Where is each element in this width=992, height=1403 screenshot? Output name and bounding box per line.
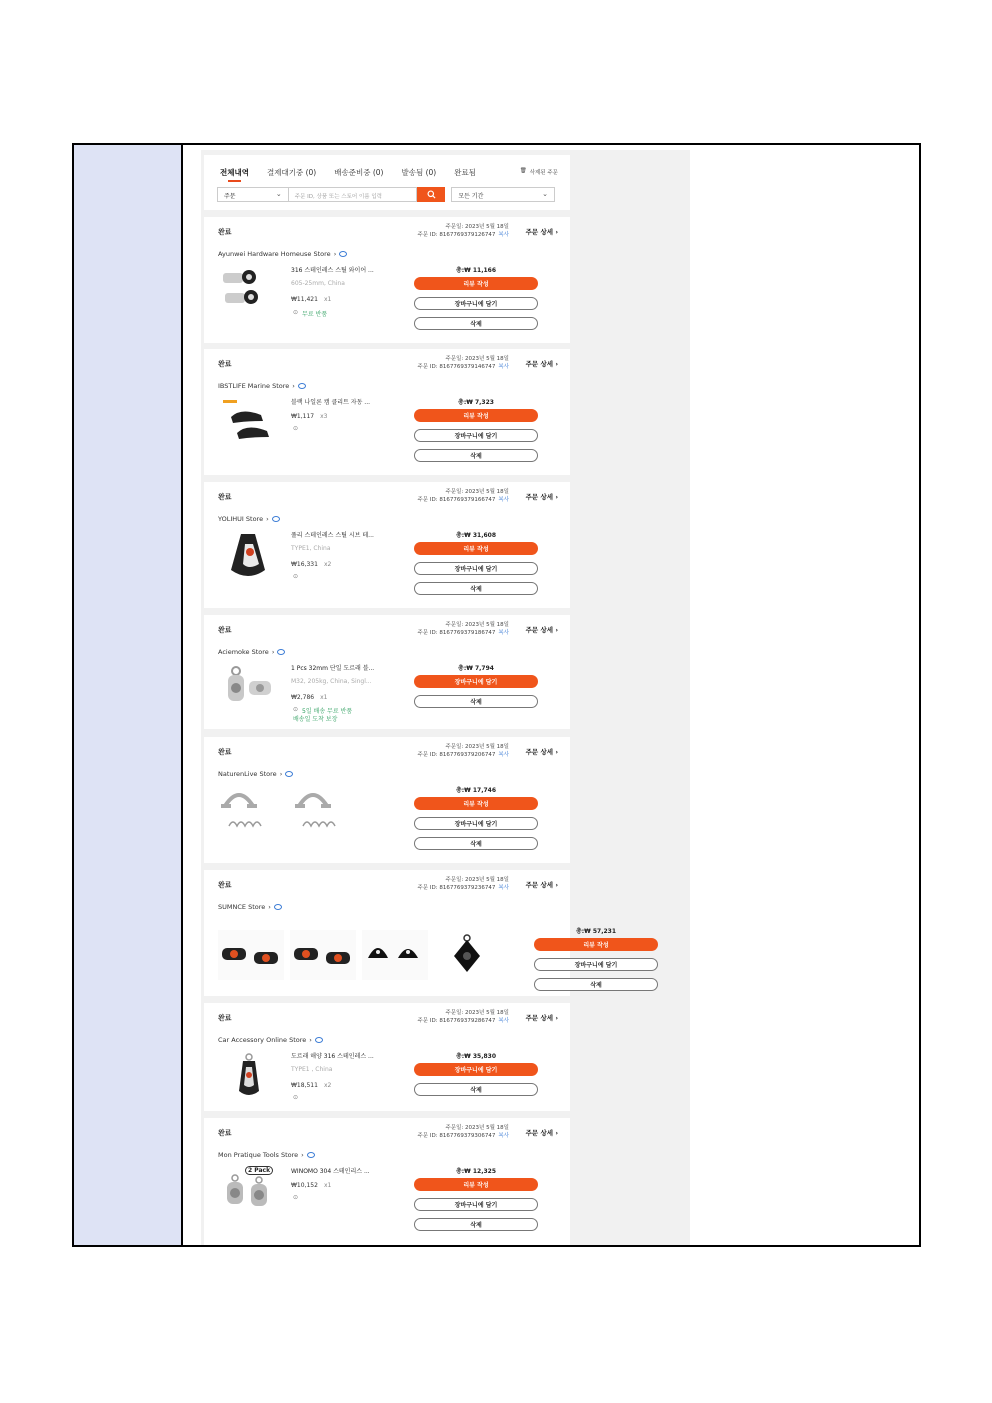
delete-button[interactable]: 삭제: [414, 695, 538, 708]
order-detail-label: 주문 상세: [525, 1014, 554, 1022]
product-price: [291, 1182, 331, 1189]
chevron-right-icon: ›: [555, 1014, 558, 1022]
tab-awaiting-payment[interactable]: 결제대기중 (0): [266, 168, 317, 177]
write-review-button[interactable]: 리뷰 작성: [414, 542, 538, 555]
quantity: x3: [320, 413, 328, 420]
chevron-right-icon: ›: [555, 626, 558, 634]
quantity: x2: [323, 561, 332, 568]
chevron-right-icon: ›: [555, 360, 558, 368]
order-detail-label: 주문 상세: [525, 881, 554, 889]
order-status: 완료: [218, 748, 232, 756]
product-image[interactable]: [221, 397, 275, 447]
order-detail-link[interactable]: [526, 880, 558, 889]
store-name: NaturenLive Store: [218, 770, 277, 778]
order-detail-link[interactable]: [526, 747, 558, 756]
guarantee-badge: 배송일 도착 보장: [293, 716, 338, 723]
chat-icon[interactable]: [307, 1152, 315, 1158]
product-name[interactable]: 1 Pcs 32mm 단일 도르래 블...: [291, 665, 375, 672]
return-icon: ⊙: [293, 573, 299, 580]
copy-link[interactable]: 복사: [498, 630, 509, 636]
product-badges: [293, 425, 298, 432]
product-price: [291, 694, 327, 701]
delete-button[interactable]: 삭제: [414, 1083, 538, 1096]
write-review-button[interactable]: 리뷰 작성: [414, 409, 538, 422]
order-card: [204, 1003, 570, 1111]
store-name: YOLIHUI Store: [218, 515, 264, 523]
order-id: 주문 ID: 8167769379146747: [417, 364, 496, 370]
delete-button[interactable]: 삭제: [414, 449, 538, 462]
order-detail-label: 주문 상세: [525, 748, 554, 756]
order-detail-label: 주문 상세: [525, 228, 554, 236]
tab-shipped[interactable]: 발송됨 (0): [401, 168, 437, 177]
order-detail-link[interactable]: [526, 492, 558, 501]
chevron-down-icon: ⌄: [542, 190, 548, 198]
order-total: 총:₩ 17,746: [455, 787, 497, 794]
chevron-right-icon: ›: [292, 382, 295, 390]
add-to-cart-button[interactable]: 장바구니에 담기: [414, 1198, 538, 1211]
product-name[interactable]: 풀리 스테인레스 스틸 시브 테...: [291, 532, 374, 539]
order-id: 주문 ID: 8167769379166747: [417, 497, 496, 503]
product-price: [291, 561, 331, 568]
chevron-right-icon: ›: [279, 770, 283, 778]
search-icon: [427, 190, 436, 199]
product-badges: [293, 309, 327, 318]
order-total: 총:₩ 57,231: [575, 928, 617, 935]
add-to-cart-button[interactable]: 장바구니에 담기: [414, 562, 538, 575]
write-review-button[interactable]: 리뷰 작성: [414, 797, 538, 810]
delete-button[interactable]: 삭제: [534, 978, 658, 991]
product-image[interactable]: [290, 930, 356, 980]
search-input[interactable]: 주문 ID, 상품 또는 스토어 이름 입력: [289, 187, 418, 202]
order-meta: [418, 1009, 509, 1025]
copy-link[interactable]: 복사: [498, 752, 509, 758]
chevron-right-icon: ›: [555, 1129, 558, 1137]
add-to-cart-button[interactable]: 장바구니에 담기: [414, 675, 538, 688]
order-date: 주문일: 2023년 5월 18일: [445, 1010, 509, 1016]
quantity: x1: [323, 296, 332, 303]
store-link[interactable]: [218, 648, 285, 656]
chat-icon[interactable]: [274, 904, 282, 910]
store-link[interactable]: [218, 1036, 323, 1044]
product-image[interactable]: [362, 930, 428, 980]
store-name: Car Accessory Online Store: [218, 1036, 307, 1044]
order-meta: [418, 621, 509, 637]
tabs-panel: [204, 155, 570, 210]
price-value: ₩16,331: [291, 561, 318, 568]
return-icon: ⊙: [293, 706, 299, 713]
order-id: 주문 ID: 8167769379186747: [417, 630, 496, 636]
order-date: 주문일: 2023년 5월 18일: [445, 877, 509, 883]
copy-link[interactable]: 복사: [498, 1133, 509, 1139]
trash-icon: 🗑: [519, 168, 527, 174]
copy-link[interactable]: 복사: [498, 364, 509, 370]
product-image[interactable]: [221, 265, 275, 315]
product-badges: [293, 573, 298, 580]
order-date: 주문일: 2023년 5월 18일: [445, 489, 509, 495]
delete-button[interactable]: 삭제: [414, 582, 538, 595]
tab-all[interactable]: 전체내역: [220, 168, 249, 177]
order-detail-label: 주문 상세: [525, 493, 554, 501]
price-value: ₩2,786: [291, 694, 315, 701]
store-link[interactable]: [218, 382, 306, 390]
price-value: ₩18,511: [291, 1082, 318, 1089]
store-link[interactable]: [218, 903, 282, 911]
order-total: 총:₩ 7,323: [458, 399, 494, 406]
tab-preparing[interactable]: 배송준비중 (0): [334, 168, 384, 177]
quantity: x2: [323, 1082, 332, 1089]
order-date: 주문일: 2023년 5월 18일: [445, 744, 509, 750]
order-tabs: [220, 167, 494, 178]
product-price: [291, 1082, 331, 1089]
block-pair-icon: [362, 930, 428, 980]
order-detail-label: 주문 상세: [525, 360, 554, 368]
order-card: [204, 1118, 570, 1245]
chevron-right-icon: ›: [555, 748, 558, 756]
order-total: 총:₩ 7,794: [458, 665, 494, 672]
write-review-button[interactable]: 리뷰 작성: [414, 1178, 538, 1191]
order-meta: [418, 876, 509, 892]
chevron-right-icon: ›: [301, 1151, 304, 1159]
order-status: 완료: [218, 493, 232, 501]
copy-link[interactable]: 복사: [498, 497, 509, 503]
order-total: 총:₩ 12,325: [455, 1168, 497, 1175]
chat-icon[interactable]: [298, 383, 306, 389]
order-id: 주문 ID: 8167769379286747: [417, 1018, 496, 1024]
order-id: 주문 ID: 8167769379126747: [417, 232, 496, 238]
order-status: 완료: [218, 360, 232, 368]
delivery-badge: 5일 배송 무료 반품: [302, 708, 353, 715]
left-column: [74, 145, 183, 1245]
order-date: 주문일: 2023년 5월 18일: [445, 356, 509, 362]
order-detail-label: 주문 상세: [525, 626, 554, 634]
deleted-orders-label: 삭제된 주문: [529, 170, 558, 176]
chevron-right-icon: ›: [333, 250, 337, 258]
product-badges: [293, 1194, 298, 1201]
chevron-right-icon: ›: [555, 228, 558, 236]
order-detail-link[interactable]: [526, 1128, 558, 1137]
copy-link[interactable]: 복사: [498, 232, 509, 238]
quantity: x1: [320, 694, 328, 701]
return-icon: ⊙: [293, 1094, 299, 1101]
chevron-right-icon: ›: [266, 515, 269, 523]
order-card: [204, 615, 570, 729]
document-frame: [72, 143, 921, 1247]
filter-row: [217, 187, 555, 202]
order-detail-link[interactable]: [526, 227, 558, 236]
chat-icon[interactable]: [285, 771, 293, 777]
order-meta: [418, 223, 509, 239]
product-name[interactable]: 블랙 나일론 캠 클리트 자동 ...: [291, 399, 371, 406]
product-image[interactable]: [221, 663, 275, 713]
add-to-cart-button[interactable]: 장바구니에 담기: [534, 958, 658, 971]
store-link[interactable]: [218, 1151, 315, 1159]
store-link[interactable]: [218, 515, 280, 523]
delete-button[interactable]: 삭제: [414, 837, 538, 850]
chat-icon[interactable]: [339, 251, 347, 257]
order-card: [204, 217, 570, 343]
product-images[interactable]: [219, 782, 359, 840]
store-link[interactable]: [218, 770, 293, 778]
order-date: 주문일: 2023년 5월 18일: [445, 224, 509, 230]
chevron-right-icon: ›: [555, 493, 558, 501]
chat-icon[interactable]: [277, 649, 285, 655]
order-id: 주문 ID: 8167769379306747: [417, 1133, 496, 1139]
product-price: [291, 413, 327, 420]
order-meta: [418, 1124, 509, 1140]
write-review-button[interactable]: 리뷰 작성: [534, 938, 658, 951]
cleat-pair-icon: [218, 930, 284, 980]
copy-link[interactable]: 복사: [498, 885, 509, 891]
return-icon: ⊙: [293, 1194, 299, 1201]
store-name: Aciemoke Store: [218, 648, 269, 656]
pulley-block-icon: [434, 930, 500, 980]
return-icon: ⊙: [293, 425, 299, 432]
order-meta: [418, 743, 509, 759]
store-name: Mon Pratique Tools Store: [218, 1151, 299, 1159]
product-price: [291, 296, 331, 303]
chevron-down-icon: ⌄: [275, 190, 282, 198]
chat-icon[interactable]: [272, 516, 280, 522]
store-name: SUMNCE Store: [218, 903, 266, 911]
product-image[interactable]: [221, 530, 275, 580]
product-image[interactable]: [221, 1051, 275, 1101]
order-card: [204, 349, 570, 475]
order-status: 완료: [218, 1129, 232, 1137]
order-meta: [418, 355, 509, 371]
product-badges: [293, 1094, 298, 1101]
order-date: 주문일: 2023년 5월 18일: [445, 622, 509, 628]
product-image[interactable]: [434, 930, 500, 980]
delete-button[interactable]: 삭제: [414, 1218, 538, 1231]
add-to-cart-button[interactable]: 장바구니에 담기: [414, 1063, 538, 1076]
order-detail-link[interactable]: [526, 1013, 558, 1022]
product-spec: TYPE1, China: [291, 545, 331, 552]
write-review-button[interactable]: 리뷰 작성: [414, 277, 538, 290]
period-select[interactable]: [451, 187, 555, 202]
order-id: 주문 ID: 8167769379206747: [417, 752, 496, 758]
add-to-cart-button[interactable]: 장바구니에 담기: [414, 297, 538, 310]
order-status: 완료: [218, 1014, 232, 1022]
chat-icon[interactable]: [315, 1037, 323, 1043]
product-image[interactable]: [221, 1166, 275, 1216]
store-name: IBSTLIFE Marine Store: [218, 382, 290, 390]
store-name: Ayunwei Hardware Homeuse Store: [218, 250, 331, 258]
order-status: 완료: [218, 881, 232, 889]
deleted-orders-link[interactable]: [520, 168, 558, 176]
chevron-right-icon: ›: [555, 881, 558, 889]
order-date: 주문일: 2023년 5월 18일: [445, 1125, 509, 1131]
order-card: [204, 870, 618, 996]
pack-badge: 2 Pack: [245, 1166, 273, 1175]
order-type-value: 주문: [224, 193, 236, 200]
store-link[interactable]: [218, 250, 347, 258]
order-status: 완료: [218, 228, 232, 236]
order-total: 총:₩ 35,830: [455, 1053, 497, 1060]
order-total: 총:₩ 11,166: [455, 267, 497, 274]
order-detail-label: 주문 상세: [525, 1129, 554, 1137]
order-detail-link[interactable]: [526, 625, 558, 634]
chevron-right-icon: ›: [268, 903, 271, 911]
order-id: 주문 ID: 8167769379236747: [417, 885, 496, 891]
product-name[interactable]: 316 스테인레스 스틸 와이어 ...: [291, 267, 374, 274]
order-detail-link[interactable]: [526, 359, 558, 368]
order-card: [204, 482, 570, 608]
chevron-right-icon: ›: [309, 1036, 312, 1044]
copy-link[interactable]: 복사: [498, 1018, 509, 1024]
chevron-right-icon: ›: [271, 648, 275, 656]
add-to-cart-button[interactable]: 장바구니에 담기: [414, 817, 538, 830]
product-name[interactable]: 도르래 해양 316 스테인레스 ...: [291, 1053, 374, 1060]
quantity: x1: [323, 1182, 332, 1189]
price-value: ₩11,421: [291, 296, 318, 303]
free-return-badge: 무료 반품: [302, 311, 328, 318]
return-icon: ⊙: [293, 309, 299, 316]
search-button[interactable]: [417, 187, 445, 202]
cleat-pair-icon: [290, 930, 356, 980]
order-total: 총:₩ 31,608: [455, 532, 497, 539]
price-value: ₩1,117: [291, 413, 315, 420]
order-card: [204, 737, 570, 863]
product-name[interactable]: WINOMO 304 스테인리스 ...: [291, 1168, 370, 1175]
product-spec: 605-25mm, China: [291, 280, 345, 287]
product-spec: TYPE1 , China: [291, 1066, 333, 1073]
price-value: ₩10,152: [291, 1182, 318, 1189]
delete-button[interactable]: 삭제: [414, 317, 538, 330]
orders-screenshot: [201, 150, 690, 1245]
add-to-cart-button[interactable]: 장바구니에 담기: [414, 429, 538, 442]
order-status: 완료: [218, 626, 232, 634]
order-type-select[interactable]: [217, 187, 289, 202]
period-value: 모든 기간: [458, 193, 484, 200]
product-image[interactable]: [218, 930, 284, 980]
product-spec: M32, 205kg, China, Singl...: [291, 678, 372, 685]
order-meta: [418, 488, 509, 504]
tab-completed[interactable]: 완료됨: [454, 168, 476, 177]
